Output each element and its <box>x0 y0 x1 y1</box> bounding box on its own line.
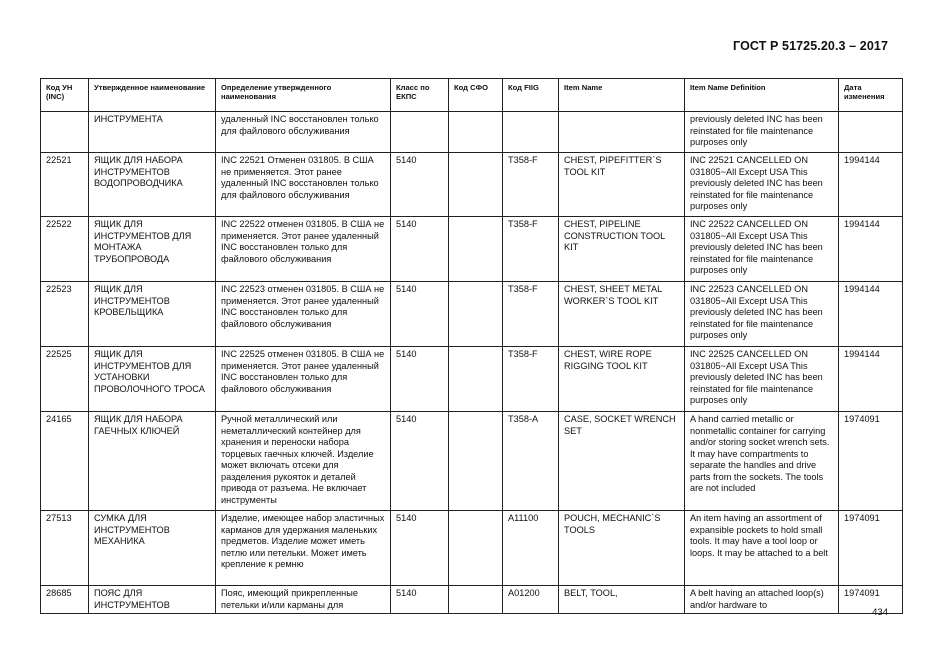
table-row <box>41 282 903 347</box>
cell-definition: INC 22522 отменен 031805. В США не применяется. Этот ранее удаленный INC восстановлен только для файлового обслуживания <box>216 217 391 282</box>
col-header-name: Утвержденное наименование <box>89 79 216 112</box>
cell-inc: 28685 <box>41 586 89 614</box>
cell-ekps: 5140 <box>391 412 449 511</box>
table-row <box>41 153 903 217</box>
page-number: 434 <box>872 607 888 618</box>
table-row <box>41 412 903 511</box>
document-standard-header: ГОСТ Р 51725.20.3 – 2017 <box>733 39 888 53</box>
inc-table <box>40 78 903 614</box>
table-header-row <box>41 79 903 112</box>
cell-sfo <box>449 153 503 217</box>
cell-fiig: T358-F <box>503 217 559 282</box>
cell-fiig: T358-F <box>503 153 559 217</box>
cell-inc <box>41 112 89 153</box>
col-header-definition: Определение утвержденного наименования <box>216 79 391 112</box>
cell-fiig <box>503 112 559 153</box>
col-header-sfo: Код СФО <box>449 79 503 112</box>
col-header-item-name: Item Name <box>559 79 685 112</box>
cell-name: ПОЯС ДЛЯ ИНСТРУМЕНТОВ <box>89 586 216 614</box>
cell-inc: 22523 <box>41 282 89 347</box>
cell-definition: Ручной металлический или неметаллический контейнер для хранения и переноски набора торцевых гаечных ключей. Изделие может включать отсеки для разделения рукояток и деталей привода от разъема. Не включает инструменты <box>216 412 391 511</box>
cell-definition: Изделие, имеющее набор эластичных карманов для удержания маленьких предметов. Изделие может иметь петлю или петельки. Может иметь крепление к ремню <box>216 511 391 586</box>
cell-date: 1994144 <box>839 282 903 347</box>
table-row <box>41 347 903 412</box>
cell-fiig: A01200 <box>503 586 559 614</box>
cell-fiig: A11100 <box>503 511 559 586</box>
cell-ekps: 5140 <box>391 347 449 412</box>
cell-sfo <box>449 347 503 412</box>
cell-fiig: T358-A <box>503 412 559 511</box>
cell-item-name <box>559 112 685 153</box>
cell-date: 1994144 <box>839 217 903 282</box>
cell-item-name: CHEST, PIPEFITTER`S TOOL KIT <box>559 153 685 217</box>
cell-ekps: 5140 <box>391 511 449 586</box>
cell-name: ЯЩИК ДЛЯ ИНСТРУМЕНТОВ ДЛЯ УСТАНОВКИ ПРОВОЛОЧНОГО ТРОСА <box>89 347 216 412</box>
cell-ekps: 5140 <box>391 586 449 614</box>
cell-item-name: CHEST, WIRE ROPE RIGGING TOOL KIT <box>559 347 685 412</box>
cell-item-definition: INC 22525 CANCELLED ON 031805~All Except USA This previously deleted INC has been reinstated for file maintenance purposes only <box>685 347 839 412</box>
cell-date: 1994144 <box>839 347 903 412</box>
cell-sfo <box>449 511 503 586</box>
cell-item-definition: A belt having an attached loop(s) and/or hardware to <box>685 586 839 614</box>
cell-date: 1974091 <box>839 412 903 511</box>
cell-name: ЯЩИК ДЛЯ НАБОРА ИНСТРУМЕНТОВ ВОДОПРОВОДЧИКА <box>89 153 216 217</box>
cell-item-name: CASE, SOCKET WRENCH SET <box>559 412 685 511</box>
cell-inc: 27513 <box>41 511 89 586</box>
col-header-item-definition: Item Name Definition <box>685 79 839 112</box>
col-header-date: Дата изменения <box>839 79 903 112</box>
table-row <box>41 217 903 282</box>
col-header-inc: Код УН (INC) <box>41 79 89 112</box>
cell-item-definition: A hand carried metallic or nonmetallic container for carrying and/or storing socket wrench sets. It may have compartments to separate the handles and drive parts from the sockets. The tools are not included <box>685 412 839 511</box>
cell-item-name: POUCH, MECHANIC`S TOOLS <box>559 511 685 586</box>
cell-definition: Пояс, имеющий прикрепленные петельки и/или карманы для <box>216 586 391 614</box>
cell-sfo <box>449 412 503 511</box>
table-row <box>41 511 903 586</box>
cell-item-definition: INC 22522 CANCELLED ON 031805~All Except USA This previously deleted INC has been reinstated for file maintenance purposes only <box>685 217 839 282</box>
cell-item-definition: previously deleted INC has been reinstated for file maintenance purposes only <box>685 112 839 153</box>
cell-fiig: T358-F <box>503 347 559 412</box>
cell-inc: 22521 <box>41 153 89 217</box>
cell-ekps: 5140 <box>391 217 449 282</box>
cell-date <box>839 112 903 153</box>
col-header-fiig: Код FIIG <box>503 79 559 112</box>
cell-inc: 24165 <box>41 412 89 511</box>
col-header-ekps: Класс по ЕКПС <box>391 79 449 112</box>
cell-sfo <box>449 586 503 614</box>
cell-sfo <box>449 112 503 153</box>
cell-ekps <box>391 112 449 153</box>
cell-date: 1974091 <box>839 511 903 586</box>
cell-name: СУМКА ДЛЯ ИНСТРУМЕНТОВ МЕХАНИКА <box>89 511 216 586</box>
cell-item-definition: INC 22523 CANCELLED ON 031805~All Except USA This previously deleted INC has been reinstated for file maintenance purposes only <box>685 282 839 347</box>
cell-fiig: T358-F <box>503 282 559 347</box>
cell-name: ЯЩИК ДЛЯ НАБОРА ГАЕЧНЫХ КЛЮЧЕЙ <box>89 412 216 511</box>
cell-definition: INC 22525 отменен 031805. В США не применяется. Этот ранее удаленный INC восстановлен только для файлового обслуживания <box>216 347 391 412</box>
cell-definition: удаленный INC восстановлен только для файлового обслуживания <box>216 112 391 153</box>
cell-item-name: CHEST, PIPELINE CONSTRUCTION TOOL KIT <box>559 217 685 282</box>
cell-name: ЯЩИК ДЛЯ ИНСТРУМЕНТОВ КРОВЕЛЬЩИКА <box>89 282 216 347</box>
cell-name: ИНСТРУМЕНТА <box>89 112 216 153</box>
cell-ekps: 5140 <box>391 153 449 217</box>
cell-sfo <box>449 217 503 282</box>
cell-inc: 22522 <box>41 217 89 282</box>
cell-item-definition: An item having an assortment of expansible pockets to hold small tools. It may have a tool loop or loops. It may be attached to a belt <box>685 511 839 586</box>
cell-date: 1974091 <box>839 586 903 614</box>
table-row <box>41 112 903 153</box>
table-row <box>41 586 903 614</box>
cell-definition: INC 22521 Отменен 031805. В США не применяется. Этот ранее удаленный INC восстановлен только для файлового обслуживания <box>216 153 391 217</box>
cell-ekps: 5140 <box>391 282 449 347</box>
cell-item-definition: INC 22521 CANCELLED ON 031805~All Except USA This previously deleted INC has been reinstated for file maintenance purposes only <box>685 153 839 217</box>
cell-item-name: BELT, TOOL, <box>559 586 685 614</box>
cell-date: 1994144 <box>839 153 903 217</box>
cell-definition: INC 22523 отменен 031805. В США не применяется. Этот ранее удаленный INC восстановлен только для файлового обслуживания <box>216 282 391 347</box>
cell-sfo <box>449 282 503 347</box>
cell-inc: 22525 <box>41 347 89 412</box>
cell-name: ЯЩИК ДЛЯ ИНСТРУМЕНТОВ ДЛЯ МОНТАЖА ТРУБОПРОВОДА <box>89 217 216 282</box>
cell-item-name: CHEST, SHEET METAL WORKER`S TOOL KIT <box>559 282 685 347</box>
